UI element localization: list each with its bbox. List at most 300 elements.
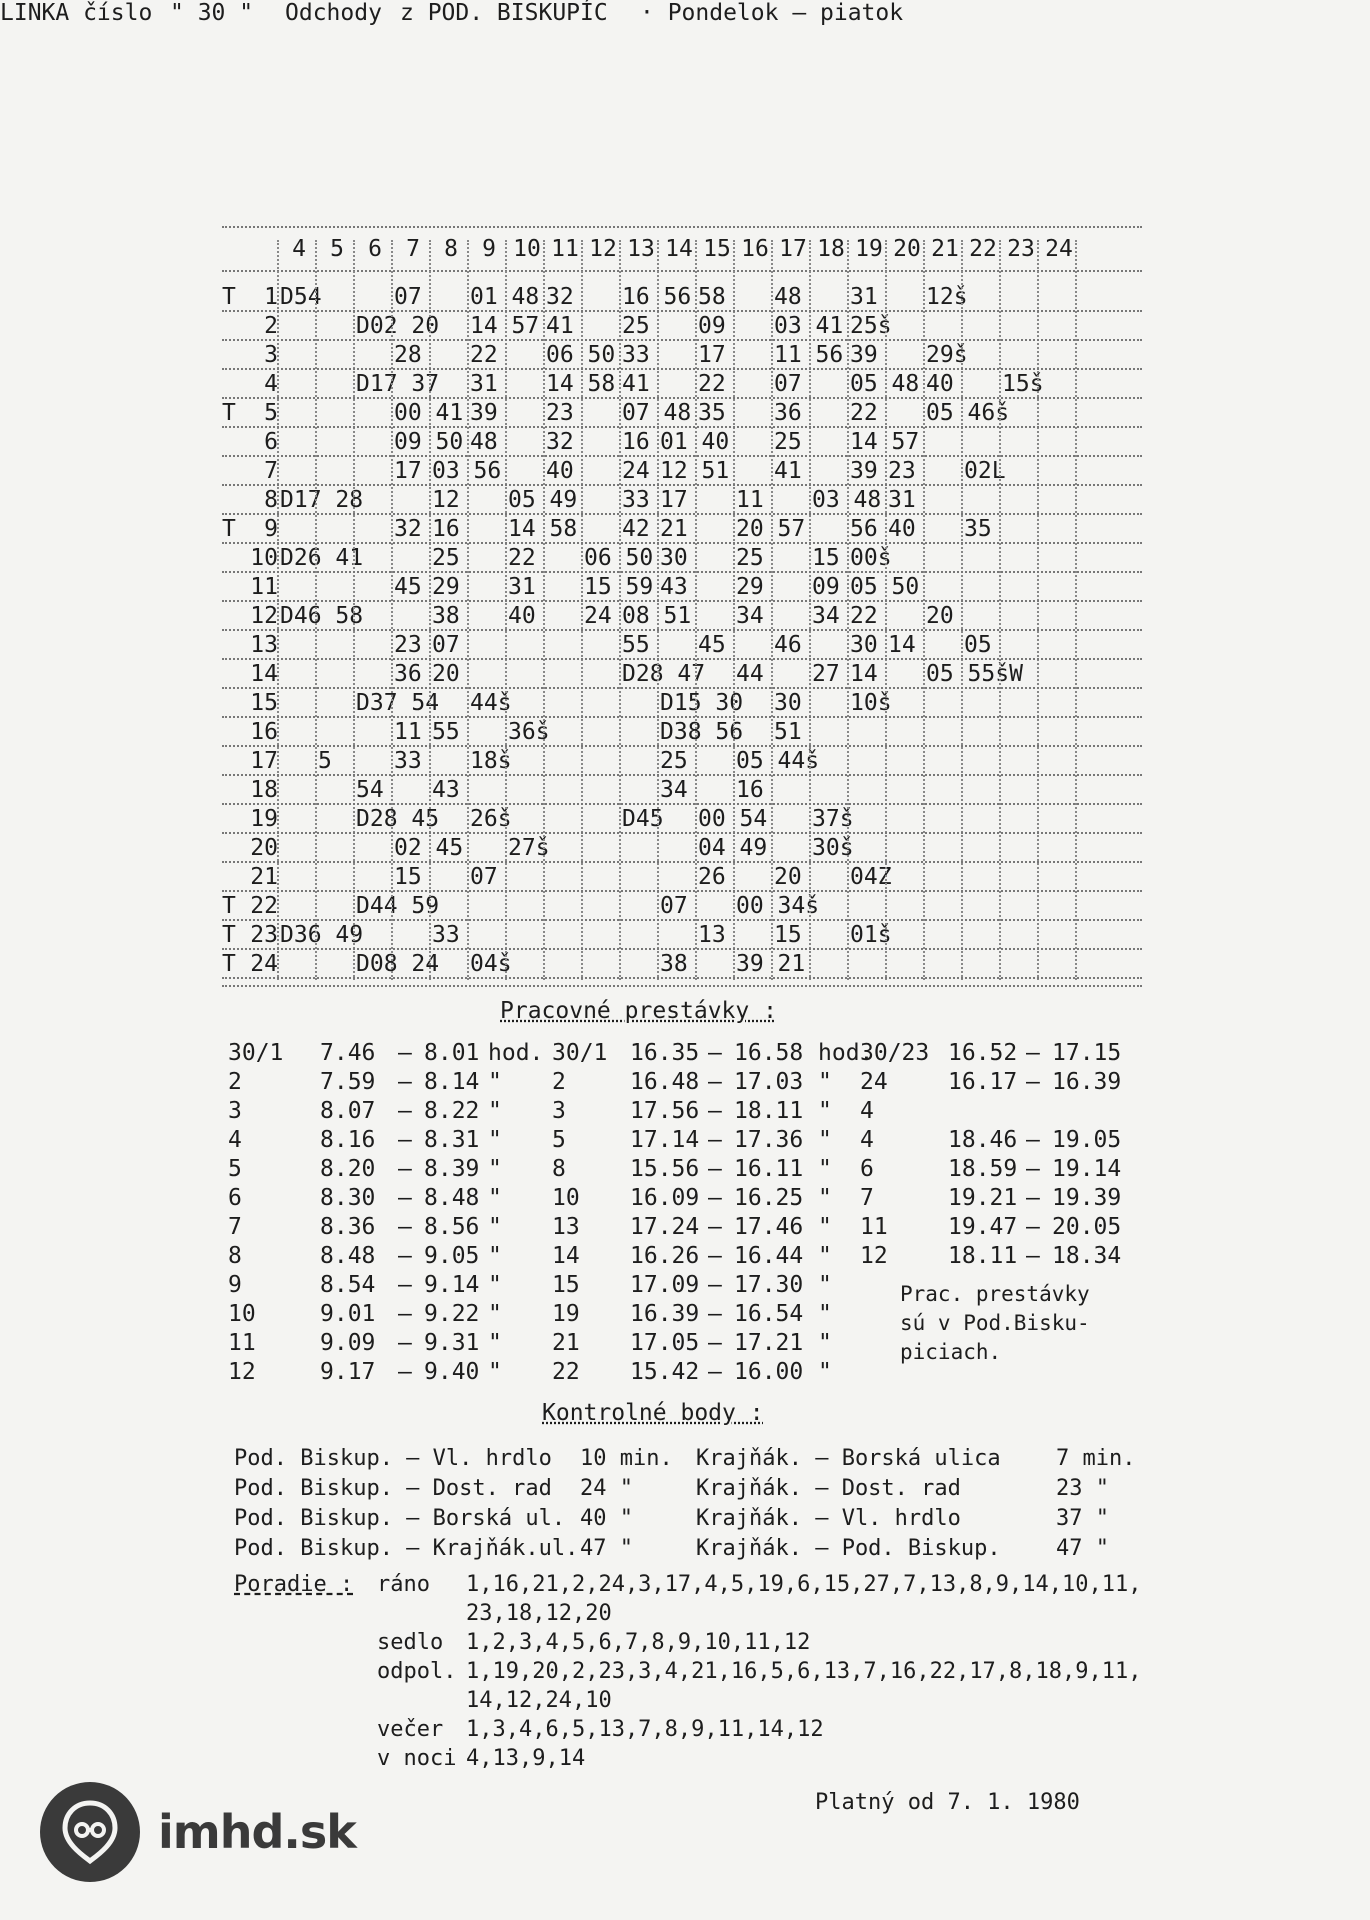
break-cell: 8.07: [320, 1098, 376, 1124]
break-cell: ": [488, 1330, 502, 1356]
control-route: Pod. Biskup. – Borská ul.: [234, 1506, 566, 1531]
hour-label: 21: [931, 236, 959, 262]
breaks-note-3: piciach.: [900, 1340, 1002, 1364]
row-number: 11: [250, 574, 278, 600]
dash-separator: –: [708, 1156, 722, 1182]
departure-cell: 25: [774, 429, 802, 455]
dash-separator: –: [398, 1301, 412, 1327]
departure-cell: 11: [736, 487, 764, 513]
departure-cell: 05: [964, 632, 992, 658]
row-marker: T: [222, 951, 236, 977]
timetable-row: [222, 806, 1142, 835]
dash-separator: –: [398, 1359, 412, 1385]
departure-cell: 48: [774, 284, 802, 310]
order-label: Poradie :: [234, 1572, 354, 1597]
departure-cell: D17 37: [356, 371, 440, 397]
timetable-row: [222, 603, 1142, 632]
brand-logo: [40, 1782, 356, 1882]
break-cell: 24: [860, 1069, 888, 1095]
departure-cell: 27š: [508, 835, 550, 861]
departure-cell: 45: [394, 574, 422, 600]
break-cell: 16.00: [734, 1359, 804, 1385]
departure-cell: 56: [850, 516, 878, 542]
departure-cell: 25: [660, 748, 688, 774]
break-cell: 18.34: [1052, 1243, 1122, 1269]
dash-separator: –: [398, 1040, 412, 1066]
break-cell: ": [488, 1359, 502, 1385]
timetable-row: [222, 864, 1142, 893]
break-cell: ": [818, 1301, 832, 1327]
row-marker: T: [222, 922, 236, 948]
order-sequence: 4,13,9,14: [466, 1746, 586, 1771]
departure-cell: 30: [850, 632, 878, 658]
break-cell: 8: [228, 1243, 242, 1269]
departure-cell: D54: [280, 284, 322, 310]
departure-cell: 39: [470, 400, 498, 426]
row-number: 22: [250, 893, 278, 919]
break-cell: ": [488, 1301, 502, 1327]
line-number: " 30 ": [170, 0, 254, 26]
control-time: 7 min.: [1056, 1446, 1136, 1471]
row-marker: T: [222, 284, 236, 310]
break-cell: 30/23: [860, 1040, 930, 1066]
control-time: 37 ": [1056, 1506, 1109, 1531]
break-cell: ": [488, 1272, 502, 1298]
break-cell: ": [818, 1272, 832, 1298]
break-cell: 19: [552, 1301, 580, 1327]
departure-cell: 26: [698, 864, 726, 890]
dash-separator: –: [1026, 1040, 1040, 1066]
break-cell: ": [818, 1330, 832, 1356]
order-sequence: 1,2,3,4,5,6,7,8,9,10,11,12: [466, 1630, 811, 1655]
timetable-row: [222, 893, 1142, 922]
break-cell: 16.09: [630, 1185, 700, 1211]
departure-cell: 30: [774, 690, 802, 716]
dash-separator: –: [708, 1301, 722, 1327]
break-cell: 7: [228, 1214, 242, 1240]
break-cell: 16.58: [734, 1040, 804, 1066]
hour-label: 20: [893, 236, 921, 262]
departure-cell: 35: [698, 400, 726, 426]
break-cell: 18.59: [948, 1156, 1018, 1182]
brand-name: imhd.sk: [158, 1805, 356, 1859]
control-route: Pod. Biskup. – Vl. hrdlo: [234, 1446, 552, 1471]
hour-label: 6: [368, 236, 382, 262]
departure-cell: 43: [660, 574, 688, 600]
break-cell: 15: [552, 1272, 580, 1298]
service-days: · Pondelok – piatok: [640, 0, 904, 26]
dash-separator: –: [1026, 1185, 1040, 1211]
timetable-row: [222, 748, 1142, 777]
break-cell: 21: [552, 1330, 580, 1356]
break-cell: 17.21: [734, 1330, 804, 1356]
row-marker: T: [222, 400, 236, 426]
dash-separator: –: [398, 1214, 412, 1240]
dash-separator: –: [398, 1156, 412, 1182]
departure-cell: 07: [660, 893, 688, 919]
departure-cell: 14 58: [508, 516, 578, 542]
departure-cell: 14 58: [546, 371, 616, 397]
timetable-row: [222, 777, 1142, 806]
departure-cell: 41: [546, 313, 574, 339]
control-time: 24 ": [580, 1476, 633, 1501]
timetable-row: [222, 429, 1142, 458]
hour-label: 5: [330, 236, 344, 262]
departure-cell: 11: [394, 719, 422, 745]
break-cell: 30/1: [228, 1040, 284, 1066]
control-route: Krajňák. – Vl. hrdlo: [696, 1506, 961, 1531]
break-cell: ": [488, 1069, 502, 1095]
row-number: 14: [250, 661, 278, 687]
departure-cell: 25: [432, 545, 460, 571]
departure-cell: 41: [774, 458, 802, 484]
departure-cell: 40: [546, 458, 574, 484]
hour-label: 15: [703, 236, 731, 262]
break-cell: 11: [228, 1330, 256, 1356]
departure-cell: 36: [774, 400, 802, 426]
departure-cell: 22: [850, 603, 878, 629]
break-cell: 18.11: [734, 1098, 804, 1124]
dash-separator: –: [708, 1243, 722, 1269]
row-number: 24: [250, 951, 278, 977]
departure-cell: 18š: [470, 748, 512, 774]
departure-cell: 22: [850, 400, 878, 426]
departure-cell: 34: [736, 603, 764, 629]
departure-cell: 05 46š: [926, 400, 1010, 426]
departure-cell: 5: [318, 748, 332, 774]
control-route: Pod. Biskup. – Dost. rad: [234, 1476, 552, 1501]
break-cell: 8.30: [320, 1185, 376, 1211]
dash-separator: –: [1026, 1214, 1040, 1240]
timetable-row: [222, 545, 1142, 574]
departure-cell: 36š: [508, 719, 550, 745]
departure-cell: 40: [926, 371, 954, 397]
break-cell: ": [488, 1156, 502, 1182]
line-label: LINKA číslo: [0, 0, 153, 26]
break-cell: hod.: [488, 1040, 544, 1066]
departure-cell: 28: [394, 342, 422, 368]
control-route: Krajňák. – Borská ulica: [696, 1446, 1001, 1471]
departure-cell: 16: [432, 516, 460, 542]
order-sequence: 23,18,12,20: [466, 1601, 612, 1626]
break-cell: 15.56: [630, 1156, 700, 1182]
break-cell: 17.24: [630, 1214, 700, 1240]
departure-cell: D44 59: [356, 893, 440, 919]
departure-cell: 00š: [850, 545, 892, 571]
hour-label: 10: [513, 236, 541, 262]
break-cell: 20.05: [1052, 1214, 1122, 1240]
break-cell: 9: [228, 1272, 242, 1298]
control-time: 47 ": [580, 1536, 633, 1561]
break-cell: 9.40: [424, 1359, 480, 1385]
hour-label: 22: [969, 236, 997, 262]
departure-cell: 23: [546, 400, 574, 426]
departure-cell: 21: [660, 516, 688, 542]
control-route: Pod. Biskup. – Krajňák.ul.: [234, 1536, 579, 1561]
departure-cell: D46 58: [280, 603, 364, 629]
departure-cell: 38: [660, 951, 688, 977]
break-cell: ": [488, 1098, 502, 1124]
break-cell: 8.20: [320, 1156, 376, 1182]
break-cell: ": [818, 1156, 832, 1182]
timetable-row: [222, 661, 1142, 690]
dash-separator: –: [398, 1069, 412, 1095]
hour-label: 8: [444, 236, 458, 262]
departure-cell: 17: [698, 342, 726, 368]
departure-cell: 34: [812, 603, 840, 629]
departure-cell: 42: [622, 516, 650, 542]
departure-cell: D45: [622, 806, 664, 832]
row-number: 4: [264, 371, 278, 397]
departure-cell: 30: [660, 545, 688, 571]
order-period: ráno: [377, 1572, 430, 1597]
departure-cell: D28 47: [622, 661, 706, 687]
row-number: 12: [250, 603, 278, 629]
departure-cell: 01š: [850, 922, 892, 948]
break-cell: 8.54: [320, 1272, 376, 1298]
departure-cell: 25š: [850, 313, 892, 339]
departure-cell: 27: [812, 661, 840, 687]
break-cell: 19.21: [948, 1185, 1018, 1211]
break-cell: 17.14: [630, 1127, 700, 1153]
departure-cell: D02 20: [356, 313, 440, 339]
departure-cell: 00 34š: [736, 893, 820, 919]
departure-cell: 32: [546, 429, 574, 455]
departure-cell: 03 41: [774, 313, 844, 339]
departure-cell: 24: [622, 458, 650, 484]
break-cell: 2: [228, 1069, 242, 1095]
departure-cell: 07 48: [622, 400, 692, 426]
departure-cell: D37 54: [356, 690, 440, 716]
departure-cell: 04Z: [850, 864, 892, 890]
row-number: 3: [264, 342, 278, 368]
departure-cell: 33: [432, 922, 460, 948]
timetable-row: [222, 284, 1142, 313]
location-pin-icon: [40, 1782, 140, 1882]
departure-cell: 25: [736, 545, 764, 571]
break-cell: ": [818, 1214, 832, 1240]
break-cell: 17.03: [734, 1069, 804, 1095]
break-cell: 16.48: [630, 1069, 700, 1095]
order-sequence: 14,12,24,10: [466, 1688, 612, 1713]
dash-separator: –: [708, 1272, 722, 1298]
hour-label: 14: [665, 236, 693, 262]
departure-cell: 04 49: [698, 835, 768, 861]
departure-cell: 15: [774, 922, 802, 948]
departure-cell: 44: [736, 661, 764, 687]
departure-cell: 33: [622, 487, 650, 513]
departure-cell: 07: [394, 284, 422, 310]
break-cell: 16.35: [630, 1040, 700, 1066]
hour-label: 11: [551, 236, 579, 262]
origin-stop: z POD. BISKUPÍC: [400, 0, 608, 26]
dash-separator: –: [398, 1098, 412, 1124]
control-route: Krajňák. – Dost. rad: [696, 1476, 961, 1501]
departure-cell: 29š: [926, 342, 968, 368]
break-cell: 10: [228, 1301, 256, 1327]
departure-cell: 04š: [470, 951, 512, 977]
departure-cell: 12 51: [660, 458, 730, 484]
row-number: 15: [250, 690, 278, 716]
break-cell: 8.01: [424, 1040, 480, 1066]
break-cell: 9.09: [320, 1330, 376, 1356]
control-time: 23 ": [1056, 1476, 1109, 1501]
departure-cell: 39: [850, 342, 878, 368]
departure-cell: 29: [432, 574, 460, 600]
departure-cell: 22: [698, 371, 726, 397]
break-cell: 17.56: [630, 1098, 700, 1124]
dash-separator: –: [708, 1069, 722, 1095]
break-cell: ": [818, 1185, 832, 1211]
hour-label: 4: [292, 236, 306, 262]
departure-cell: 17: [660, 487, 688, 513]
departure-cell: 11 56: [774, 342, 844, 368]
order-period: sedlo: [377, 1630, 444, 1655]
break-cell: 9.05: [424, 1243, 480, 1269]
break-cell: 19.05: [1052, 1127, 1122, 1153]
break-cell: ": [488, 1127, 502, 1153]
departure-cell: 32: [546, 284, 574, 310]
departure-cell: 13: [698, 922, 726, 948]
dash-separator: –: [398, 1243, 412, 1269]
departure-cell: 40: [508, 603, 536, 629]
departure-cell: D26 41: [280, 545, 364, 571]
break-cell: 14: [552, 1243, 580, 1269]
timetable-row: [222, 922, 1142, 951]
timetable-row: [222, 487, 1142, 516]
break-cell: 10: [552, 1185, 580, 1211]
departure-cell: D38 56: [660, 719, 744, 745]
departure-cell: 40: [888, 516, 916, 542]
break-cell: 7.46: [320, 1040, 376, 1066]
dash-separator: –: [708, 1330, 722, 1356]
break-cell: ": [488, 1214, 502, 1240]
break-cell: 2: [552, 1069, 566, 1095]
break-cell: 4: [860, 1127, 874, 1153]
break-cell: 8.22: [424, 1098, 480, 1124]
departure-cell: 43: [432, 777, 460, 803]
dash-separator: –: [708, 1127, 722, 1153]
break-cell: 8.56: [424, 1214, 480, 1240]
break-cell: 22: [552, 1359, 580, 1385]
departure-cell: 44š: [470, 690, 512, 716]
break-cell: ": [818, 1069, 832, 1095]
row-number: 21: [250, 864, 278, 890]
departure-cell: 07: [774, 371, 802, 397]
control-time: 10 min.: [580, 1446, 673, 1471]
control-time: 47 ": [1056, 1536, 1109, 1561]
departure-cell: D08 24: [356, 951, 440, 977]
break-cell: 19.14: [1052, 1156, 1122, 1182]
departure-cell: 03 56: [432, 458, 502, 484]
break-cell: 12: [860, 1243, 888, 1269]
departure-cell: 41: [622, 371, 650, 397]
departure-cell: 39: [850, 458, 878, 484]
break-cell: 17.09: [630, 1272, 700, 1298]
departure-cell: 00 41: [394, 400, 464, 426]
timetable-row: [222, 574, 1142, 603]
departure-cell: 33: [394, 748, 422, 774]
departure-cell: 45: [698, 632, 726, 658]
break-cell: 4: [860, 1098, 874, 1124]
departure-cell: 00 54: [698, 806, 768, 832]
dash-separator: –: [398, 1272, 412, 1298]
departure-cell: 07: [470, 864, 498, 890]
departure-cell: 14: [850, 661, 878, 687]
break-cell: 16.17: [948, 1069, 1018, 1095]
dash-separator: –: [708, 1185, 722, 1211]
departure-cell: 48: [470, 429, 498, 455]
departure-cell: D15 30: [660, 690, 744, 716]
row-marker: T: [222, 893, 236, 919]
hour-label: 17: [779, 236, 807, 262]
break-cell: 9.01: [320, 1301, 376, 1327]
departure-cell: 37š: [812, 806, 854, 832]
hour-label: 23: [1007, 236, 1035, 262]
order-sequence: 1,3,4,6,5,13,7,8,9,11,14,12: [466, 1717, 824, 1742]
departure-cell: D28 45: [356, 806, 440, 832]
departure-cell: 15 59: [584, 574, 654, 600]
break-cell: 8.36: [320, 1214, 376, 1240]
break-cell: 18.11: [948, 1243, 1018, 1269]
departure-cell: 20: [774, 864, 802, 890]
departure-cell: 31: [470, 371, 498, 397]
departure-cell: 09: [812, 574, 840, 600]
break-cell: ": [818, 1127, 832, 1153]
dash-separator: –: [1026, 1243, 1040, 1269]
break-cell: 4: [228, 1127, 242, 1153]
departure-cell: 55: [432, 719, 460, 745]
break-cell: 16.39: [1052, 1069, 1122, 1095]
break-cell: 17.46: [734, 1214, 804, 1240]
dash-separator: –: [708, 1214, 722, 1240]
row-number: 19: [250, 806, 278, 832]
row-number: 13: [250, 632, 278, 658]
departure-cell: 14 57: [470, 313, 540, 339]
departures-label: Odchody: [285, 0, 382, 26]
row-number: 10: [250, 545, 278, 571]
departure-cell: 15š: [1002, 371, 1044, 397]
breaks-note-1: Prac. prestávky: [900, 1282, 1090, 1306]
hour-label: 24: [1045, 236, 1073, 262]
departure-cell: 35: [964, 516, 992, 542]
departure-cell: 16: [622, 429, 650, 455]
row-number: 23: [250, 922, 278, 948]
order-period: večer: [377, 1717, 444, 1742]
timetable-row: [222, 516, 1142, 545]
hour-label: 7: [406, 236, 420, 262]
timetable-row: [222, 313, 1142, 342]
row-number: 16: [250, 719, 278, 745]
break-cell: 12: [228, 1359, 256, 1385]
dash-separator: –: [708, 1040, 722, 1066]
departure-cell: 26š: [470, 806, 512, 832]
timetable-row: [222, 632, 1142, 661]
row-number: 5: [264, 400, 278, 426]
break-cell: 8.48: [320, 1243, 376, 1269]
order-period: odpol.: [377, 1659, 457, 1684]
break-cell: 16.11: [734, 1156, 804, 1182]
break-cell: 9.14: [424, 1272, 480, 1298]
departure-cell: 05 44š: [736, 748, 820, 774]
departure-cell: 12: [432, 487, 460, 513]
row-number: 7: [264, 458, 278, 484]
break-cell: 3: [552, 1098, 566, 1124]
departure-cell: 31: [850, 284, 878, 310]
break-cell: 8: [552, 1156, 566, 1182]
break-cell: 19.39: [1052, 1185, 1122, 1211]
timetable-row: [222, 951, 1142, 980]
